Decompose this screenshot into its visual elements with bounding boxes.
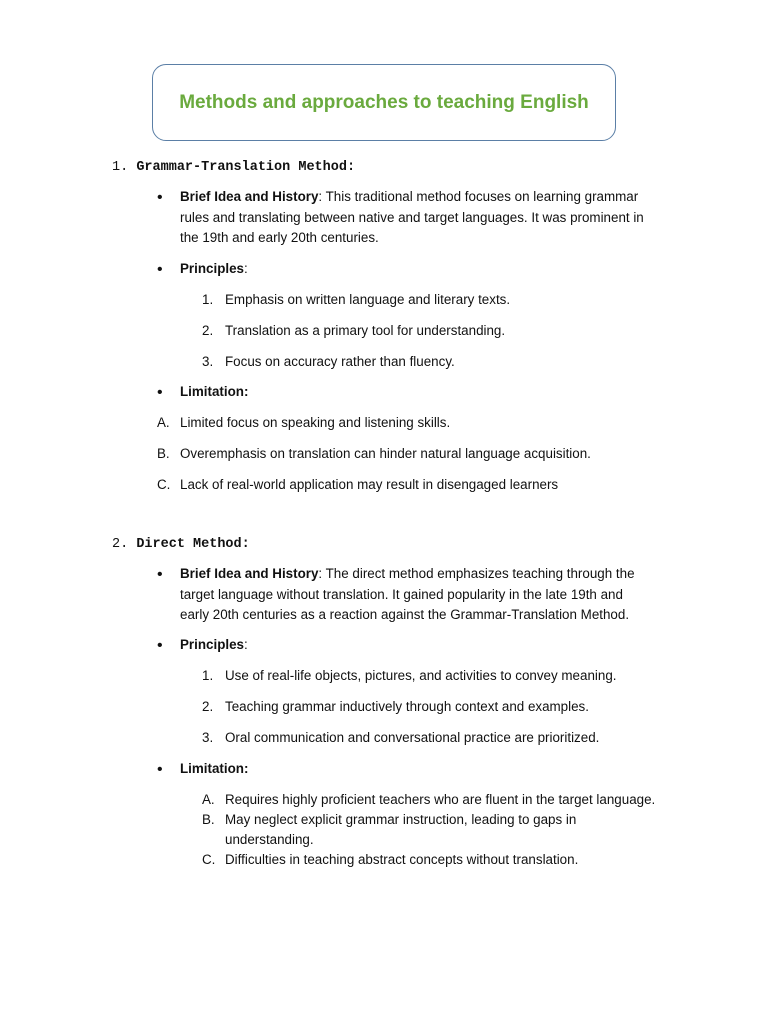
section-2-brief (180, 564, 635, 626)
list-item-marker: 2. (202, 323, 214, 338)
list-item-marker: 3. (202, 730, 214, 745)
brief-line: : This traditional method focuses on learning grammar (318, 189, 639, 204)
list-item-marker: 2. (202, 699, 214, 714)
principles-label: Principles (180, 637, 245, 652)
list-item: Teaching grammar inductively through context and examples. (225, 699, 589, 714)
section-1-heading (112, 160, 355, 175)
list-item: Difficulties in teaching abstract concepts without translation. (225, 852, 579, 867)
list-item: May neglect explicit grammar instruction, leading to gaps in (225, 812, 577, 827)
limitation-label: Limitation: (180, 384, 249, 399)
list-item: Oral communication and conversational practice are prioritized. (225, 730, 600, 745)
section-1-title: Grammar-Translation Method: (136, 160, 356, 175)
bullet-icon: • (157, 261, 163, 278)
list-item: Use of real-life objects, pictures, and activities to convey meaning. (225, 668, 617, 683)
brief-line: : The direct method emphasizes teaching through the (318, 566, 635, 581)
principles-suffix: : (244, 261, 248, 276)
list-item: Emphasis on written language and literary texts. (225, 292, 511, 307)
brief-label: Brief Idea and History (180, 566, 319, 581)
list-item-marker: B. (157, 446, 170, 461)
brief-line: early 20th centuries as a reaction against the Grammar-Translation Method. (180, 607, 630, 622)
brief-line: the 19th and early 20th centuries. (180, 230, 379, 245)
bullet-icon: • (157, 566, 163, 583)
bullet-icon: • (157, 189, 163, 206)
title-box (152, 64, 616, 141)
section-2-heading (112, 537, 250, 552)
section-1-principles-label (180, 259, 248, 280)
list-item-marker: 3. (202, 354, 214, 369)
limitation-label: Limitation: (180, 761, 249, 776)
section-1-brief (180, 187, 644, 249)
list-item: Limited focus on speaking and listening skills. (180, 415, 451, 430)
section-2-title: Direct Method: (136, 537, 250, 552)
list-item-marker: B. (202, 812, 215, 827)
bullet-icon: • (157, 761, 163, 778)
bullet-icon: • (157, 384, 163, 401)
section-2-number: 2. (112, 537, 129, 552)
principles-label: Principles (180, 261, 245, 276)
section-1-number: 1. (112, 160, 129, 175)
brief-label: Brief Idea and History (180, 189, 319, 204)
list-item: Lack of real-world application may result in disengaged learners (180, 477, 559, 492)
list-item: Translation as a primary tool for understanding. (225, 323, 506, 338)
list-item: Requires highly proficient teachers who are fluent in the target language. (225, 792, 656, 807)
principles-suffix: : (244, 637, 248, 652)
list-item-marker: C. (157, 477, 171, 492)
list-item-marker: A. (202, 792, 215, 807)
list-item-marker: A. (157, 415, 170, 430)
list-item-marker: 1. (202, 292, 214, 307)
list-item: Overemphasis on translation can hinder natural language acquisition. (180, 446, 591, 461)
bullet-icon: • (157, 637, 163, 654)
brief-line: rules and translating between native and target languages. It was prominent in (180, 209, 644, 225)
page-title: Methods and approaches to teaching English (179, 91, 589, 113)
brief-line: target language without translation. It gained popularity in the late 19th and (180, 586, 623, 602)
section-2-principles-label (180, 635, 248, 656)
list-item: Focus on accuracy rather than fluency. (225, 354, 455, 369)
list-item-continuation: understanding. (225, 832, 314, 847)
list-item-marker: C. (202, 852, 216, 867)
list-item-marker: 1. (202, 668, 214, 683)
